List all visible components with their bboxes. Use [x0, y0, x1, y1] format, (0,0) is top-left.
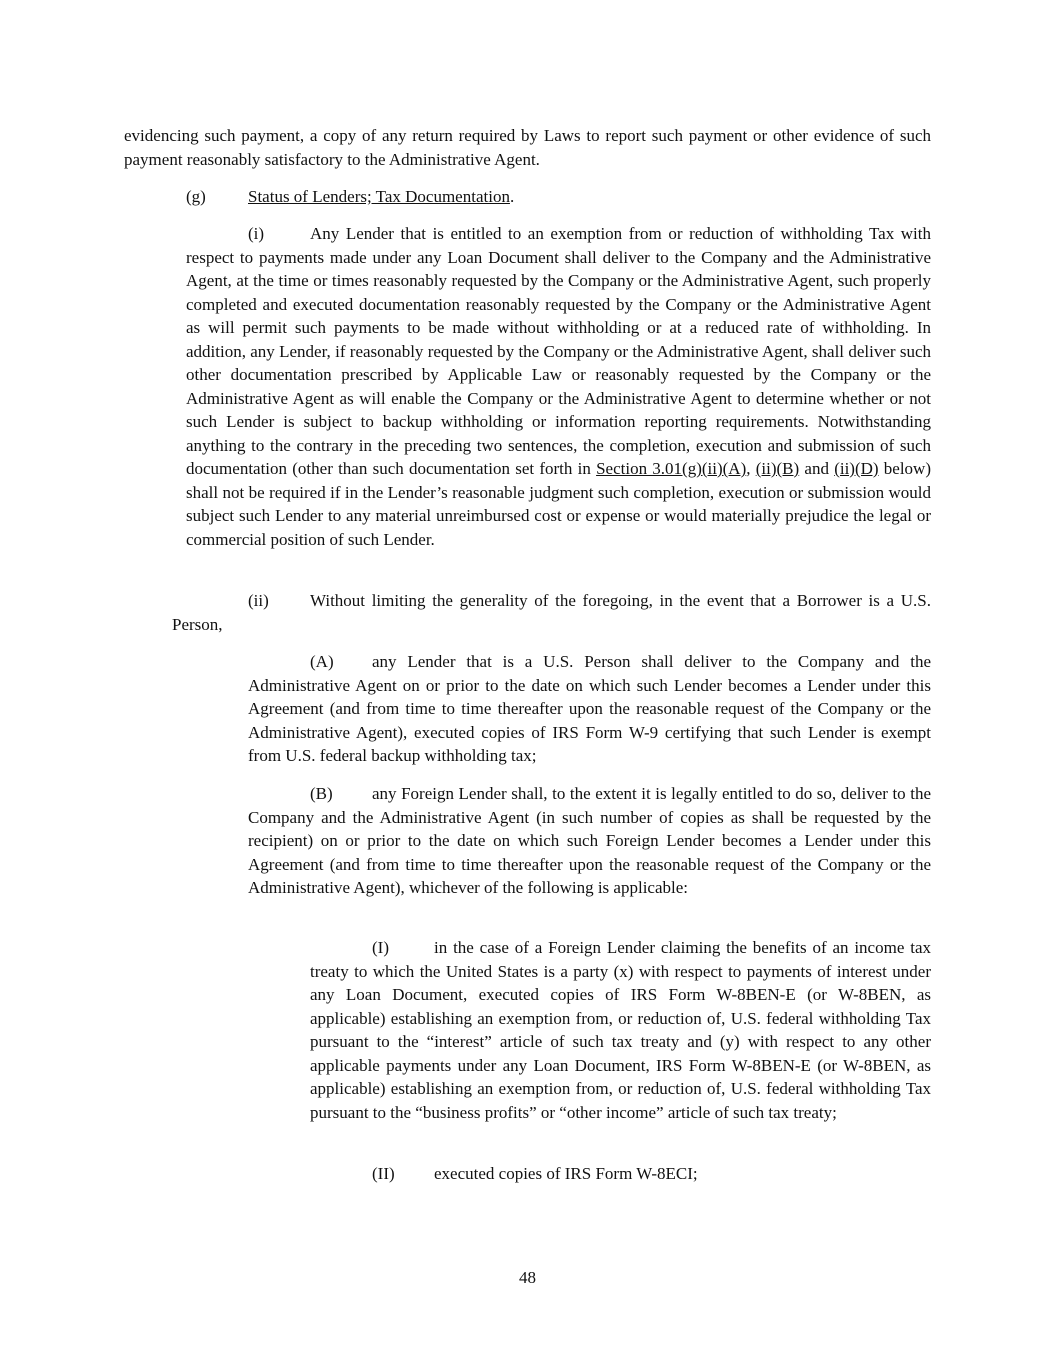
clause-label: (I) — [372, 938, 389, 957]
clause-label: (B) — [310, 784, 333, 803]
section-reference-link[interactable]: Section 3.01(g)(ii)(A) — [596, 459, 747, 478]
clause-ii — [172, 589, 931, 636]
section-heading: Status of Lenders; Tax Documentation — [248, 187, 510, 206]
clause-II — [310, 1162, 931, 1186]
clause-text: Any Lender that is entitled to an exemption from or reduction of withholding Tax with respect to payments made under any Loan Document shall deliver to the Company and the Administrative Agent, at the time or times reasonably requested by the Company or the Administrative Agent, such properly completed and executed documentation reasonably requested by the Company or the Administrative Agent as will permit such payments to be made without withholding or at a reduced rate of withholding. In addition, any Lender, if reasonably requested by the Company or the Administrative Agent, shall deliver such other documentation prescribed by Applicable Law or reasonably requested by the Company or the Administrative Agent as will enable the Company or the Administrative Agent to determine whether or not such Lender is subject to backup withholding or information reporting requirements. Notwithstanding anything to the contrary in the preceding two sentences, the completion, execution and submission of such documentation (other than such documentation set forth in — [186, 224, 931, 478]
clause-I — [310, 936, 931, 1124]
clause-i — [186, 222, 931, 551]
separator: and — [799, 459, 835, 478]
clause-text: executed copies of IRS Form W-8ECI; — [434, 1164, 698, 1183]
clause-B — [248, 782, 931, 900]
clause-text: any Lender that is a U.S. Person shall deliver to the Company and the Administrative Agent on or prior to the date on which such Lender becomes a Lender under this Agreement (and from time to time thereafter upon the reasonable request of the Company or the Administrative Agent), executed copies of IRS Form W-9 certifying that such Lender is exempt from U.S. federal backup withholding tax; — [248, 652, 931, 765]
clause-text: in the case of a Foreign Lender claiming the benefits of an income tax treaty to which the United States is a party (x) with respect to payments of interest under any Loan Document, executed copies of IRS Form W-8BEN-E (or W-8BEN, as applicable) establishing an exemption from, or reduction of, U.S. federal withholding Tax pursuant to the “interest” article of such tax treaty and (y) with respect to any other applicable payments under any Loan Document, IRS Form W-8BEN-E (or W-8BEN, as applicable) establishing an exemption from, or reduction of, U.S. federal withholding Tax pursuant to the “business profits” or “other income” article of such tax treaty; — [310, 938, 931, 1122]
clause-label: (A) — [310, 652, 334, 671]
page-number: 48 — [519, 1268, 536, 1287]
heading-period: . — [509, 187, 515, 206]
paragraph-continuation: evidencing such payment, a copy of any return required by Laws to report such payment or other evidence of such payment reasonably satisfactory to the Administrative Agent. — [124, 126, 931, 169]
separator: , — [746, 459, 756, 478]
clause-label: (ii) — [248, 591, 269, 610]
clause-label: (II) — [372, 1164, 395, 1183]
section-g-heading — [186, 185, 931, 209]
clause-text: any Foreign Lender shall, to the extent it is legally entitled to do so, deliver to the Company and the Administrative Agent (in such number of copies as shall be requested by the recipient) on or prior to the date on which such Foreign Lender becomes a Lender under this Agreement (and from time to time thereafter upon the reasonable request of the Company or the Administrative Agent), whichever of the following is applicable: — [248, 784, 931, 897]
clause-text: Without limiting the generality of the foregoing, in the event that a Borrower is a U.S. Person, — [172, 591, 931, 634]
section-reference-link[interactable]: (ii)(D) — [834, 459, 879, 478]
clause-text: below) shall not be required if in the Lender’s reasonable judgment such completion, execution or submission would subject such Lender to any material unreimbursed cost or expense or would materially prejudice the legal or commercial position of such Lender. — [186, 459, 931, 549]
section-reference-link[interactable]: (ii)(B) — [755, 459, 800, 478]
section-label: (g) — [186, 187, 206, 206]
clause-label: (i) — [248, 224, 265, 243]
clause-A — [248, 650, 931, 768]
